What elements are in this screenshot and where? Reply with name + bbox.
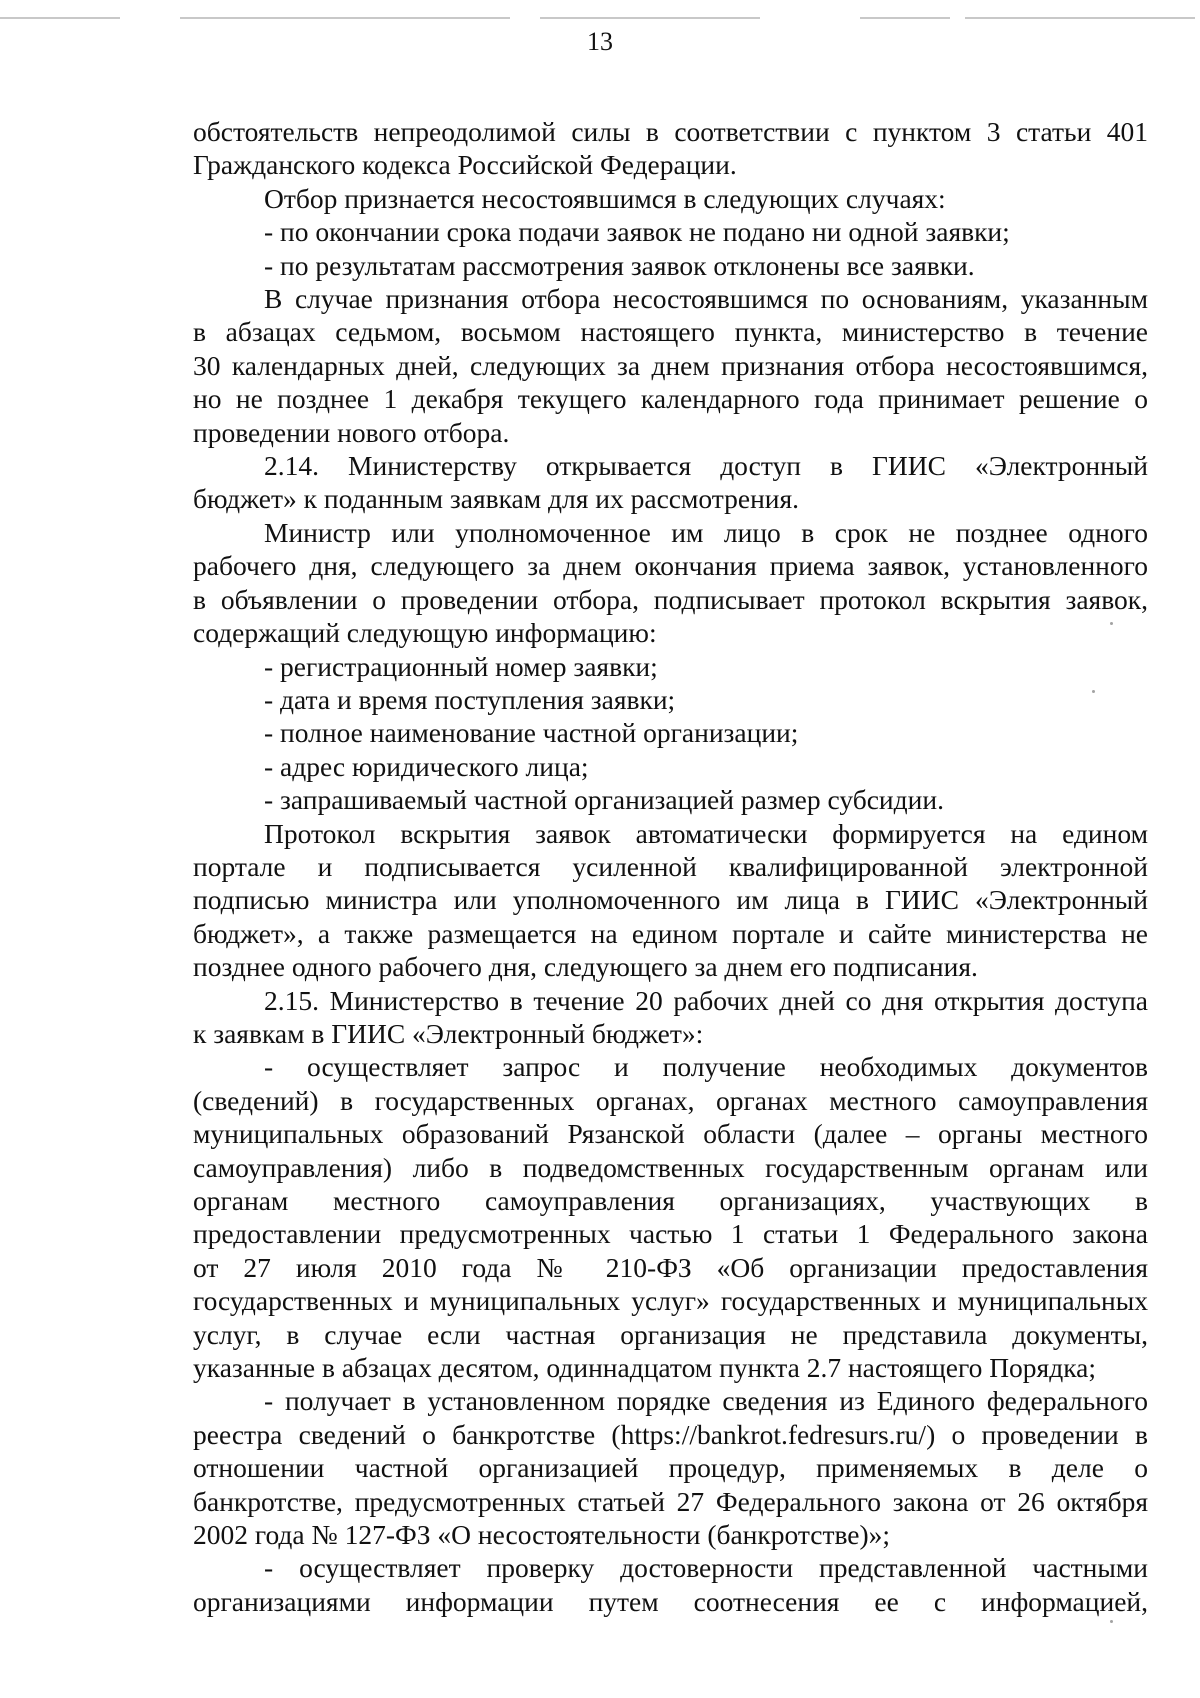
text-line-22: Протокол вскрытия заявок автоматически формируется на едином (264, 817, 1148, 849)
text-line-24: подписью министра или уполномоченного им лица в ГИИС «Электронный (193, 884, 1148, 916)
text-line-31: муниципальных образований Рязанской области (далее – органы местного (193, 1118, 1148, 1150)
text-line-8: 30 календарных дней, следующих за днем признания отбора несостоявшимся, (193, 349, 1148, 381)
text-line-23: портале и подписывается усиленной квалифицированной электронной (193, 850, 1148, 882)
page-number: 13 (587, 27, 613, 56)
text-line-9: но не позднее 1 декабря текущего календарного года принимает решение о (193, 383, 1148, 415)
text-line-32: самоуправления) либо в подведомственных государственным органам или (193, 1151, 1148, 1183)
document-body (193, 115, 1148, 1618)
text-line-19: - полное наименование частной организации; (264, 717, 799, 749)
text-line-26: позднее одного рабочего дня, следующего за днем его подписания. (193, 951, 978, 983)
text-line-1: обстоятельств непреодолимой силы в соответствии с пунктом 3 статьи 401 (193, 116, 1148, 147)
text-line-13: Министр или уполномоченное им лицо в срок не позднее одного (264, 516, 1148, 548)
text-line-21: - запрашиваемый частной организацией размер субсидии. (264, 784, 944, 816)
text-line-37: услуг, в случае если частная организация не представила документы, (193, 1318, 1148, 1350)
text-line-43: 2002 года № 127-ФЗ «О несостоятельности (банкротстве)»; (193, 1519, 891, 1551)
text-line-20: - адрес юридического лица; (264, 750, 589, 782)
text-line-7: в абзацах седьмом, восьмом настоящего пункта, министерство в течение (193, 316, 1148, 348)
text-line-18: - дата и время поступления заявки; (264, 683, 676, 715)
text-line-36: государственных и муниципальных услуг» государственных и муниципальных (193, 1285, 1148, 1317)
text-line-14: рабочего дня, следующего за днем окончания приема заявок, установленного (193, 550, 1148, 582)
text-line-33: органам местного самоуправления организациях, участвующих в (193, 1185, 1148, 1216)
text-line-15: в объявлении о проведении отбора, подписывает протокол вскрытия заявок, (193, 583, 1148, 615)
text-line-44: - осуществляет проверку достоверности представленной частными (264, 1552, 1148, 1584)
text-line-45: организациями информации путем соотнесения ее с информацией, (193, 1585, 1148, 1617)
scan-speck (1092, 690, 1095, 693)
text-line-29: - осуществляет запрос и получение необходимых документов (264, 1051, 1148, 1083)
text-line-39: - получает в установленном порядке сведения из Единого федерального (264, 1385, 1148, 1417)
text-line-35: от 27 июля 2010 года № 210-ФЗ «Об организации предоставления (193, 1251, 1148, 1283)
text-line-25: бюджет», а также размещается на едином портале и сайте министерства не (193, 917, 1148, 949)
text-line-30: (сведений) в государственных органах, органах местного самоуправления (193, 1084, 1148, 1116)
text-line-38: указанные в абзацах десятом, одиннадцатом пункта 2.7 настоящего Порядка; (193, 1352, 1096, 1384)
text-line-28: к заявкам в ГИИС «Электронный бюджет»: (193, 1017, 704, 1049)
text-line-3: Отбор признается несостоявшимся в следующих случаях: (264, 182, 946, 214)
text-line-5: - по результатам рассмотрения заявок отклонены все заявки. (264, 249, 975, 281)
text-line-17: - регистрационный номер заявки; (264, 650, 658, 682)
text-line-40: реестра сведений о банкротстве (https://bankrot.fedresurs.ru/) о проведении в (193, 1418, 1148, 1450)
scan-speck (1110, 622, 1113, 625)
text-line-42: банкротстве, предусмотренных статьей 27 Федерального закона от 26 октября (193, 1485, 1148, 1517)
text-line-12: бюджет» к поданным заявкам для их рассмотрения. (193, 483, 800, 515)
text-line-4: - по окончании срока подачи заявок не подано ни одной заявки; (264, 216, 1010, 248)
text-line-41: отношении частной организацией процедур, применяемых в деле о (193, 1452, 1148, 1484)
scan-edge-artifact (0, 14, 1200, 22)
text-line-16: содержащий следующую информацию: (193, 617, 657, 649)
scan-speck (1110, 1620, 1113, 1623)
text-line-10: проведении нового отбора. (193, 416, 510, 448)
text-line-11: 2.14. Министерству открывается доступ в ГИИС «Электронный (264, 450, 1148, 482)
text-line-34: предоставлении предусмотренных частью 1 статьи 1 Федерального закона (193, 1218, 1148, 1250)
text-line-6: В случае признания отбора несостоявшимся по основаниям, указанным (264, 283, 1148, 315)
text-line-27: 2.15. Министерство в течение 20 рабочих дней со дня открытия доступа (264, 984, 1148, 1016)
text-line-2: Гражданского кодекса Российской Федерации. (193, 149, 737, 181)
